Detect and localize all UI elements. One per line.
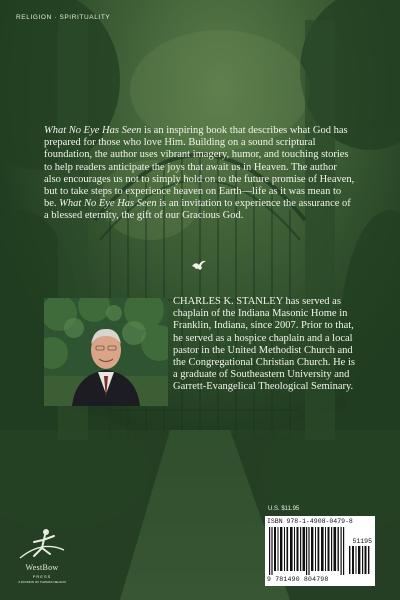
description-text-1: is an inspiring book that describes what God has prepared for those who love Him. Building on a sound scriptural foundation, the author uses vibrant imagery, humor, and touching stories to help readers anticipate the joys that await us in Heaven. The author also encourages us not to simply hold on to the future promise of Heaven, but to take steps to experience heaven on Earth—life as it was mean to be. xyxy=(44,125,355,210)
author-bio xyxy=(45,296,357,406)
photo-spacer xyxy=(45,296,173,406)
publisher-division: A DIVISION OF THOMAS NELSON xyxy=(18,580,66,584)
category-label: RELIGION · SPIRITUALITY xyxy=(16,14,111,21)
publisher-name: WestBow xyxy=(25,563,59,572)
isbn-barcode xyxy=(265,516,375,586)
description-text-2: is an invitation to experience the assurance of a blessed eternity, the gift of our Gracious God. xyxy=(44,198,351,222)
price-label: U.S. $11.95 xyxy=(268,506,300,512)
barcode-digits: 9 781490 804798 xyxy=(267,576,329,583)
publisher-press: PRESS xyxy=(32,574,52,579)
book-description xyxy=(44,125,356,223)
book-title-italic: What No Eye Has Seen xyxy=(44,125,142,136)
barcode-bars-icon xyxy=(269,527,345,575)
barcode-price-code: 51195 xyxy=(352,538,372,545)
price-barcode-bars-icon xyxy=(349,546,371,574)
book-title-italic-2: What No Eye Has Seen xyxy=(59,198,157,210)
isbn-label: ISBN 978-1-4908-0479-8 xyxy=(267,518,353,525)
author-bio-text: CHARLES K. STANLEY has served as chaplain of the Indiana Masonic Home in Franklin, Indiana, since 2007. Prior to that, he served as a hospice chaplain and a local pastor in the United Methodist Church and the Congregational Christian Church. He is a graduate of Southeastern University and Garrett-Evangelical Theological Seminary. xyxy=(173,296,355,393)
dove-icon xyxy=(191,259,207,271)
